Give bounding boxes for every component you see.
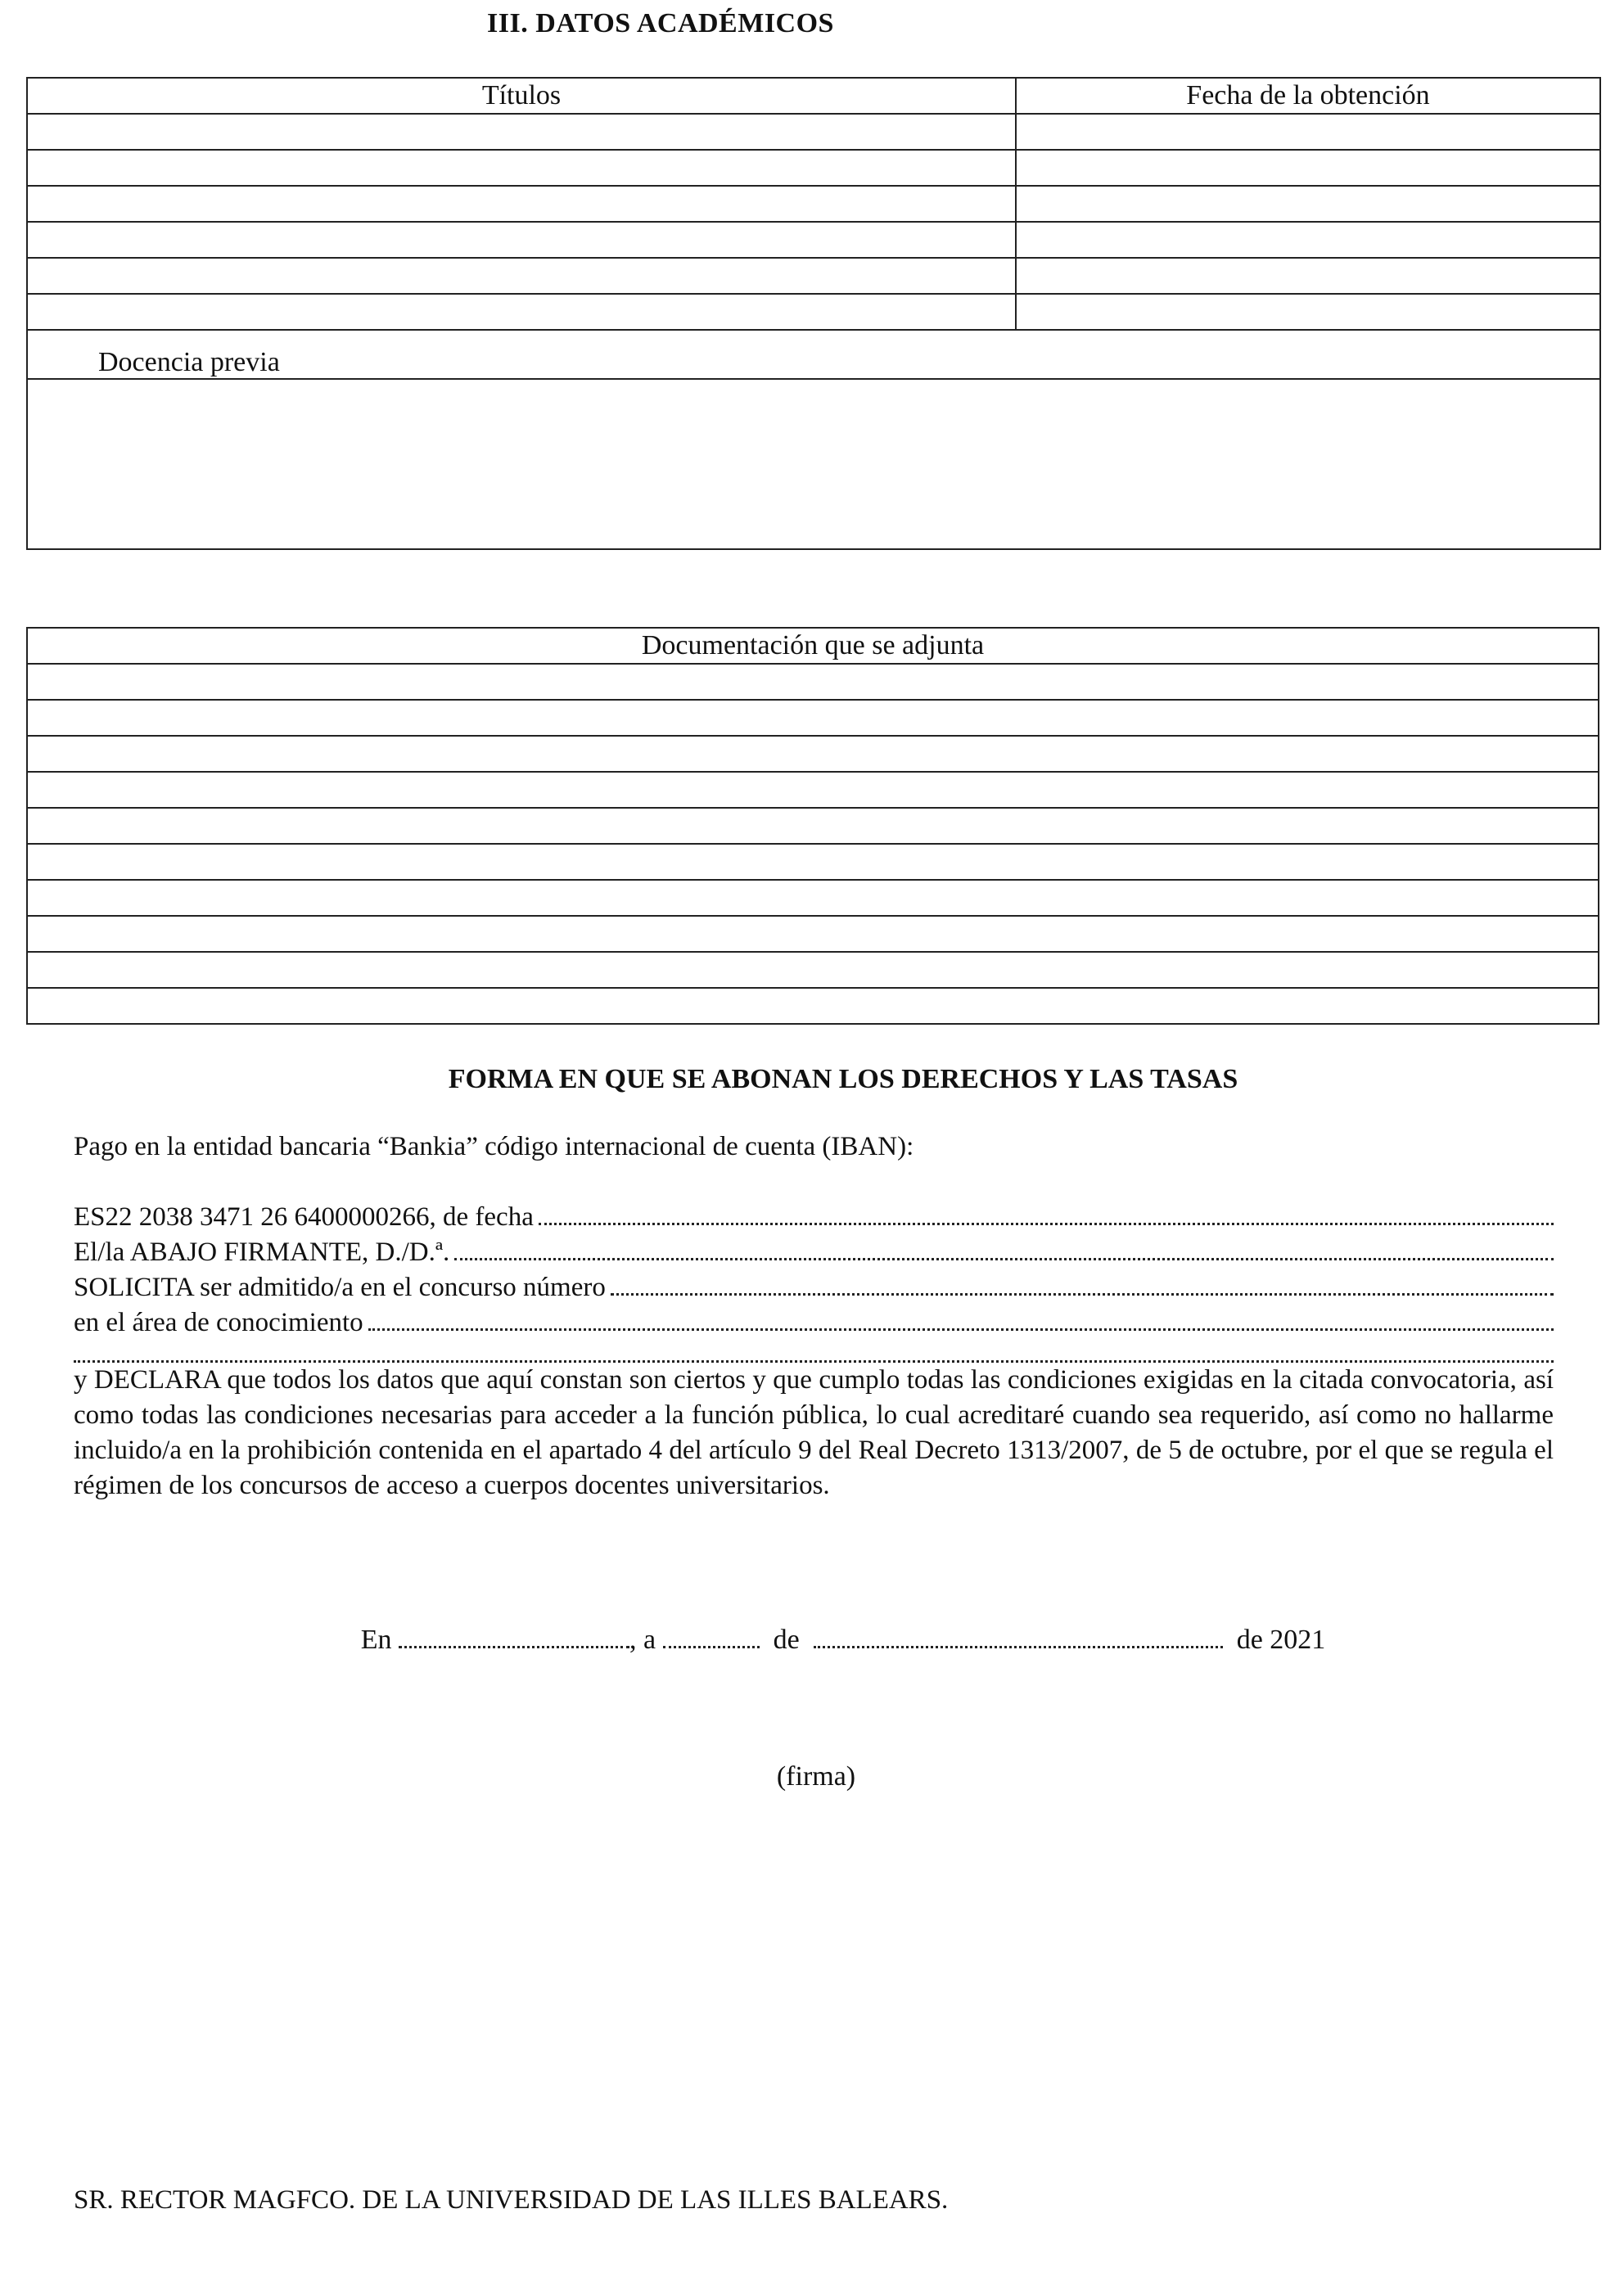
fecha-cell[interactable] [1016, 294, 1600, 330]
declaration-block [74, 1200, 1554, 1503]
documentacion-cell[interactable] [27, 700, 1599, 736]
mes-field[interactable] [814, 1628, 1223, 1648]
area-line [74, 1305, 1554, 1341]
titulo-cell[interactable] [27, 186, 1016, 222]
fecha-cell[interactable] [1016, 186, 1600, 222]
solicita-line [74, 1270, 1554, 1305]
docencia-body-row [27, 379, 1600, 549]
documentacion-row [27, 952, 1599, 988]
titulo-cell[interactable] [27, 258, 1016, 294]
documentacion-row [27, 844, 1599, 880]
concurso-number-field[interactable] [611, 1273, 1554, 1296]
documentacion-header-row [27, 628, 1599, 664]
fecha-line [31, 1625, 1624, 1656]
firmante-label: El/la ABAJO FIRMANTE, D./D.ª. [74, 1237, 450, 1267]
titulos-row [27, 258, 1600, 294]
documentacion-cell[interactable] [27, 844, 1599, 880]
documentacion-cell[interactable] [27, 808, 1599, 844]
documentacion-cell[interactable] [27, 952, 1599, 988]
titulo-cell[interactable] [27, 294, 1016, 330]
fecha-cell[interactable] [1016, 258, 1600, 294]
titulos-row [27, 150, 1600, 186]
documentacion-cell[interactable] [27, 916, 1599, 952]
docencia-label: Docencia previa [98, 347, 280, 377]
documentacion-row [27, 808, 1599, 844]
docencia-label-cell [27, 330, 1600, 379]
titulos-row [27, 294, 1600, 330]
documentacion-row [27, 736, 1599, 772]
fecha-a-label: , a [629, 1625, 656, 1655]
iban-label: ES22 2038 3471 26 6400000266, de fecha [74, 1202, 534, 1232]
documentacion-cell[interactable] [27, 772, 1599, 808]
titulos-header-row [27, 78, 1600, 114]
fecha-cell[interactable] [1016, 114, 1600, 150]
documentacion-header: Documentación que se adjunta [27, 628, 1599, 664]
documentacion-cell[interactable] [27, 736, 1599, 772]
area-label: en el área de conocimiento [74, 1308, 363, 1337]
documentacion-cell[interactable] [27, 880, 1599, 916]
section-title: III. DATOS ACADÉMICOS [487, 8, 834, 38]
payment-intro: Pago en la entidad bancaria “Bankia” código internacional de cuenta (IBAN): [74, 1132, 914, 1161]
titulos-table [26, 77, 1601, 550]
solicita-label: SOLICITA ser admitido/a en el concurso número [74, 1273, 606, 1302]
documentacion-row [27, 664, 1599, 700]
documentacion-row [27, 916, 1599, 952]
declaration-text: y DECLARA que todos los datos que aquí constan son ciertos y que cumplo todas las condiciones exigidas en la citada convocatoria, así como todas las condiciones necesarias para acceder a la función pública, lo cual acreditaré cuando sea requerido, así como no hallarme incluido/a en la prohibición contenida en el apartado 4 del artículo 9 del Real Decreto 1313/2007, de 5 de octubre, por el que se regula el régimen de los concursos de acceso a cuerpos docentes universitarios. [74, 1365, 1554, 1500]
titulos-column-header: Títulos [27, 78, 1016, 114]
fecha-obtencion-column-header: Fecha de la obtención [1016, 78, 1600, 114]
fecha-en-label: En [360, 1625, 392, 1655]
area-continuation-field[interactable] [74, 1341, 1554, 1363]
titulo-cell[interactable] [27, 222, 1016, 258]
documentacion-row [27, 880, 1599, 916]
titulos-row [27, 222, 1600, 258]
titulos-row [27, 186, 1600, 222]
firmante-line [74, 1235, 1554, 1270]
area-continuation-line [74, 1341, 1554, 1363]
documentacion-row [27, 700, 1599, 736]
documentacion-cell[interactable] [27, 664, 1599, 700]
documentacion-table [26, 627, 1599, 1025]
fecha-de-label: de [773, 1625, 800, 1655]
fecha-pago-field[interactable] [539, 1203, 1554, 1225]
fecha-cell[interactable] [1016, 222, 1600, 258]
fecha-cell[interactable] [1016, 150, 1600, 186]
docencia-label-row [27, 330, 1600, 379]
titulo-cell[interactable] [27, 150, 1016, 186]
titulo-cell[interactable] [27, 114, 1016, 150]
dia-field[interactable] [663, 1628, 760, 1648]
lugar-field[interactable] [399, 1628, 629, 1648]
documentacion-cell[interactable] [27, 988, 1599, 1024]
fecha-year-label: de 2021 [1236, 1625, 1326, 1655]
titulos-row [27, 114, 1600, 150]
documentacion-row [27, 772, 1599, 808]
payment-title: FORMA EN QUE SE ABONAN LOS DERECHOS Y LAS TASAS [448, 1064, 1238, 1094]
iban-line [74, 1200, 1554, 1235]
docencia-field[interactable] [27, 379, 1600, 549]
signature-label: (firma) [776, 1761, 856, 1792]
addressee: SR. RECTOR MAGFCO. DE LA UNIVERSIDAD DE LAS ILLES BALEARS. [74, 2185, 949, 2215]
documentacion-row [27, 988, 1599, 1024]
area-field[interactable] [368, 1309, 1554, 1331]
firmante-name-field[interactable] [454, 1238, 1554, 1260]
